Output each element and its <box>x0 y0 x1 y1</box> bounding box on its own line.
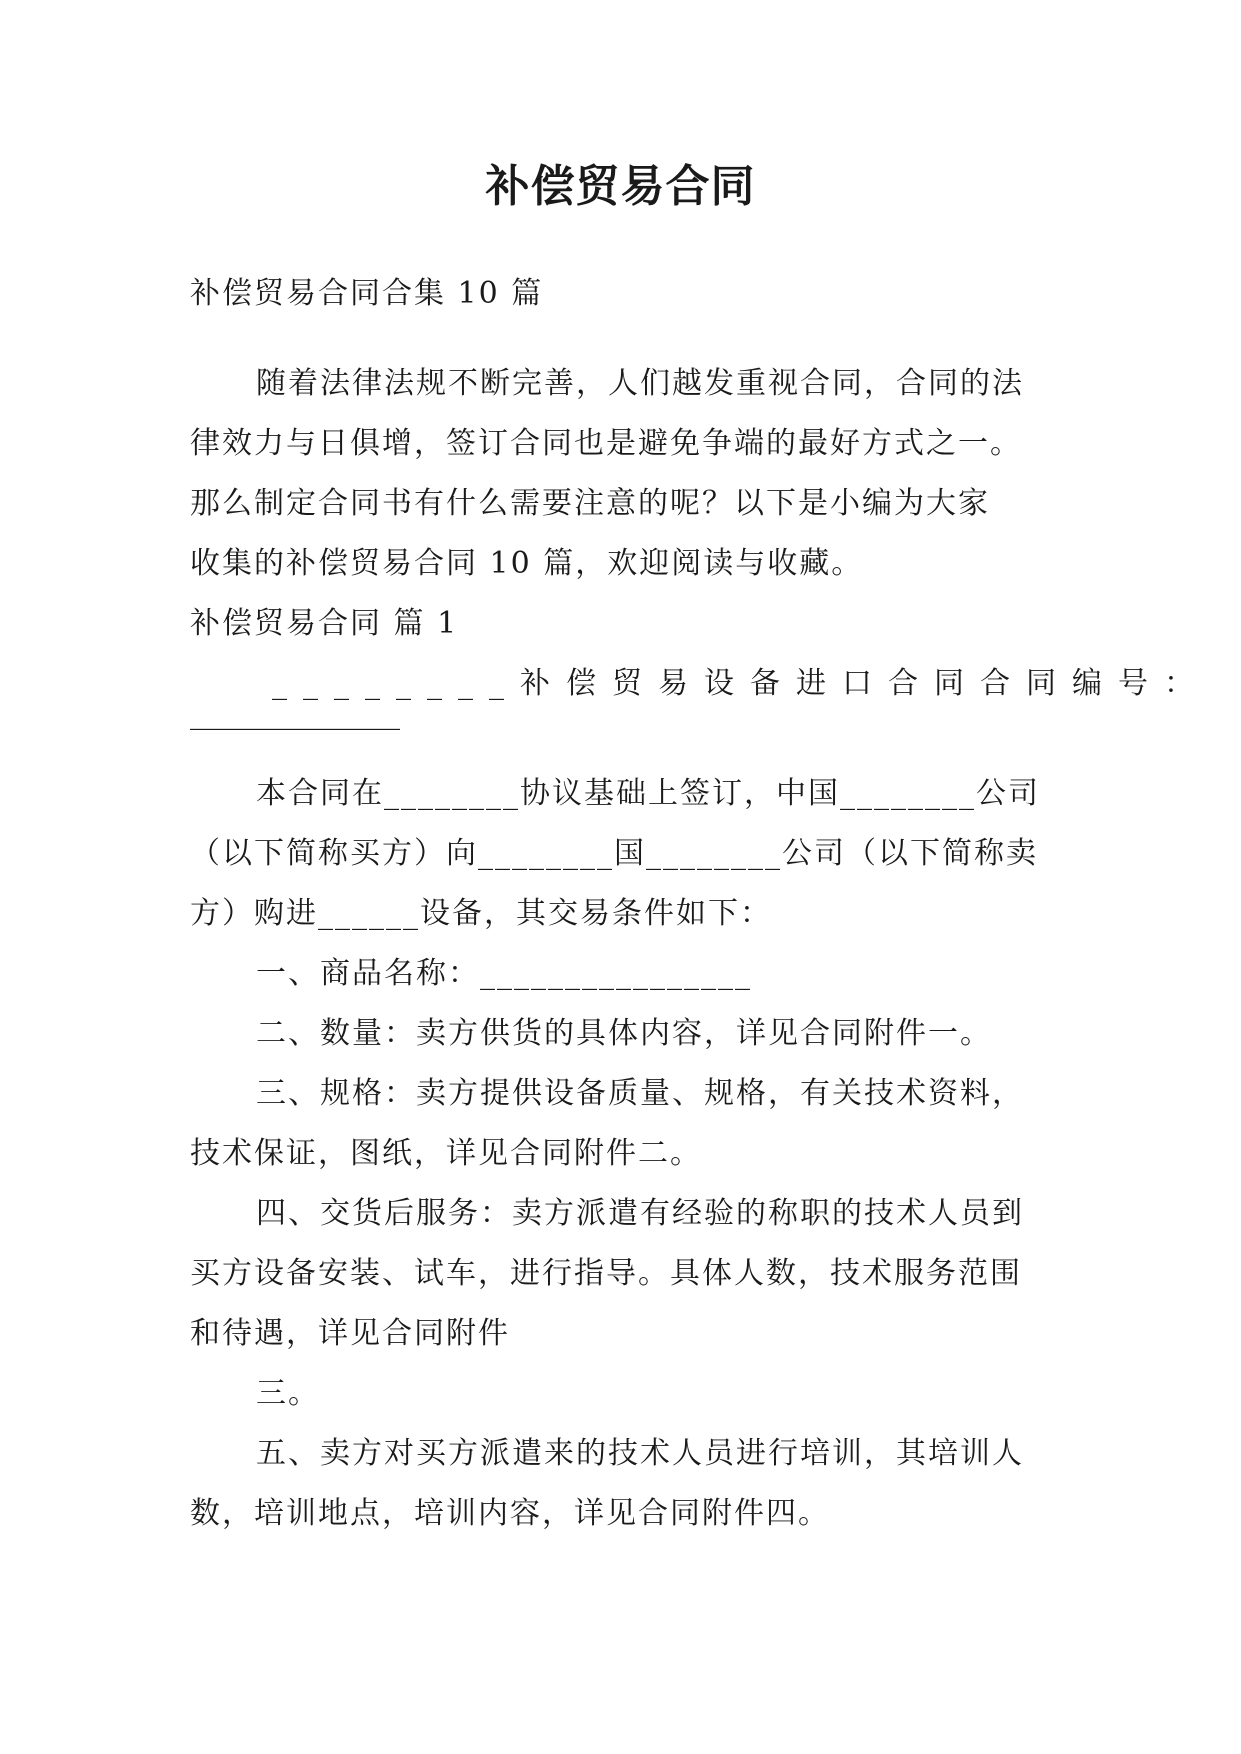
clause-item: 四、交货后服务：卖方派遣有经验的称职的技术人员到 <box>256 1196 1024 1231</box>
paragraph-line: （以下简称买方）向________国________公司（以下简称卖 <box>190 836 1038 871</box>
intro-line: 随着法律法规不断完善，人们越发重视合同，合同的法 <box>256 366 1024 401</box>
paragraph-line: 本合同在________协议基础上签订，中国________公司 <box>256 776 1040 811</box>
contract-heading: ________补偿贸易设备进口合同合同编号： <box>272 666 1210 701</box>
paragraph-line: 方）购进______设备，其交易条件如下： <box>190 896 772 931</box>
contract-number-blank: ______________ <box>190 696 400 731</box>
clause-item: 技术保证，图纸，详见合同附件二。 <box>190 1136 702 1171</box>
clause-item: 三。 <box>256 1376 320 1411</box>
section-heading: 补偿贸易合同 篇 1 <box>190 606 459 641</box>
clause-item: 和待遇，详见合同附件 <box>190 1316 510 1351</box>
clause-item: 五、卖方对买方派遣来的技术人员进行培训，其培训人 <box>256 1436 1024 1471</box>
clause-item: 数，培训地点，培训内容，详见合同附件四。 <box>190 1496 830 1531</box>
clause-item: 三、规格：卖方提供设备质量、规格，有关技术资料， <box>256 1076 1024 1111</box>
clause-item: 买方设备安装、试车，进行指导。具体人数，技术服务范围 <box>190 1256 1022 1291</box>
intro-line: 律效力与日俱增，签订合同也是避免争端的最好方式之一。 <box>190 426 1022 461</box>
intro-line: 那么制定合同书有什么需要注意的呢？以下是小编为大家 <box>190 486 990 521</box>
clause-item: 一、商品名称：________________ <box>256 956 752 991</box>
document-subtitle: 补偿贸易合同合集 10 篇 <box>190 276 544 311</box>
intro-line: 收集的补偿贸易合同 10 篇，欢迎阅读与收藏。 <box>190 546 864 581</box>
clause-item: 二、数量：卖方供货的具体内容，详见合同附件一。 <box>256 1016 992 1051</box>
document-title: 补偿贸易合同 <box>485 161 756 212</box>
